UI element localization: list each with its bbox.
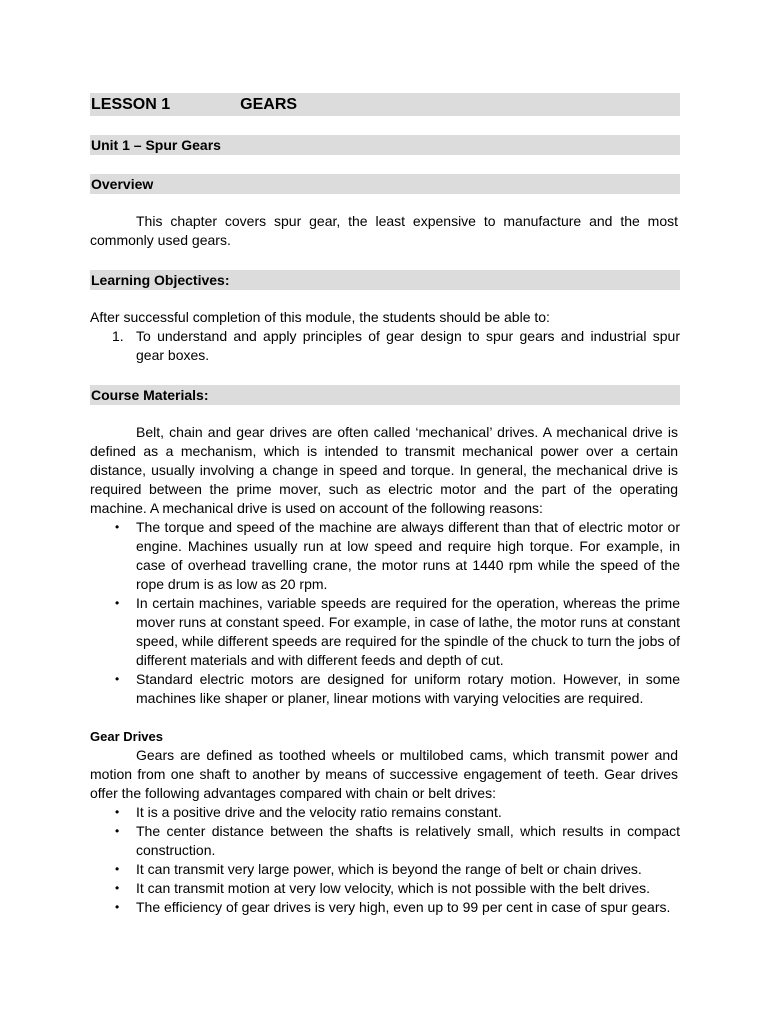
bullet-marker: •: [115, 824, 120, 838]
list-item: [90, 822, 680, 860]
materials-heading: Course Materials:: [90, 385, 680, 405]
overview-text: This chapter covers spur gear, the least expensive to manufacture and the most commonly used gears.: [90, 213, 678, 248]
objectives-heading: Learning Objectives:: [90, 270, 680, 290]
bullet-text: It is a positive drive and the velocity ratio remains constant.: [136, 804, 502, 820]
list-marker: 1.: [112, 328, 124, 344]
materials-bullets: [90, 518, 680, 708]
lesson-heading: [90, 93, 680, 116]
objective-item: [90, 327, 680, 365]
objective-text: To understand and apply principles of gear design to spur gears and industrial spur gear boxes.: [136, 328, 680, 363]
list-item: [90, 879, 680, 898]
bullet-marker: •: [115, 596, 120, 610]
list-item: [90, 518, 680, 594]
gear-drives-bullets: [90, 803, 680, 917]
gear-drives-intro: Gears are defined as toothed wheels or multilobed cams, which transmit power and motion from one shaft to another by means of successive engagement of teeth. Gear drives offer the following advantages compared with chain or belt drives:: [90, 747, 678, 801]
bullet-marker: •: [115, 862, 120, 876]
objectives-intro: After successful completion of this module, the students should be able to:: [90, 309, 550, 325]
list-item: [90, 898, 680, 917]
bullet-marker: •: [115, 881, 120, 895]
lesson-label: LESSON 1: [91, 96, 171, 113]
gear-drives-heading: Gear Drives: [90, 729, 163, 744]
bullet-marker: •: [115, 672, 120, 686]
materials-intro: Belt, chain and gear drives are often called ‘mechanical’ drives. A mechanical drive is defined as a mechanism, which is intended to transmit mechanical power over a certain distance, usually involving a change in speed and torque. In general, the mechanical drive is required between the prime mover, such as electric motor and the part of the operating machine. A mechanical drive is used on account of the following reasons:: [90, 424, 678, 516]
bullet-text: It can transmit very large power, which is beyond the range of belt or chain drives.: [136, 861, 642, 877]
lesson-title: GEARS: [240, 96, 298, 113]
bullet-marker: •: [115, 520, 120, 534]
unit-heading: Unit 1 – Spur Gears: [90, 135, 680, 155]
bullet-text: The torque and speed of the machine are always different than that of electric motor or engine. Machines usually run at low speed and require high torque. For example, in case of overhead travelling crane, the motor runs at 1440 rpm while the speed of the rope drum is as low as 20 rpm.: [136, 519, 680, 592]
bullet-text: The center distance between the shafts is relatively small, which results in compact construction.: [136, 823, 680, 858]
list-item: [90, 803, 680, 822]
bullet-marker: •: [115, 900, 120, 914]
bullet-text: The efficiency of gear drives is very high, even up to 99 per cent in case of spur gears.: [136, 899, 671, 915]
bullet-marker: •: [115, 805, 120, 819]
list-item: [90, 670, 680, 708]
list-item: [90, 860, 680, 879]
list-item: [90, 594, 680, 670]
overview-heading: Overview: [90, 174, 680, 194]
bullet-text: It can transmit motion at very low velocity, which is not possible with the belt drives.: [136, 880, 651, 896]
bullet-text: In certain machines, variable speeds are required for the operation, whereas the prime mover runs at constant speed. For example, in case of lathe, the motor runs at constant speed, while different speeds are required for the spindle of the chuck to turn the jobs of different materials and with different feeds and depth of cut.: [136, 595, 680, 668]
objectives-list: [90, 327, 680, 365]
bullet-text: Standard electric motors are designed for uniform rotary motion. However, in some machines like shaper or planer, linear motions with varying velocities are required.: [136, 671, 680, 706]
